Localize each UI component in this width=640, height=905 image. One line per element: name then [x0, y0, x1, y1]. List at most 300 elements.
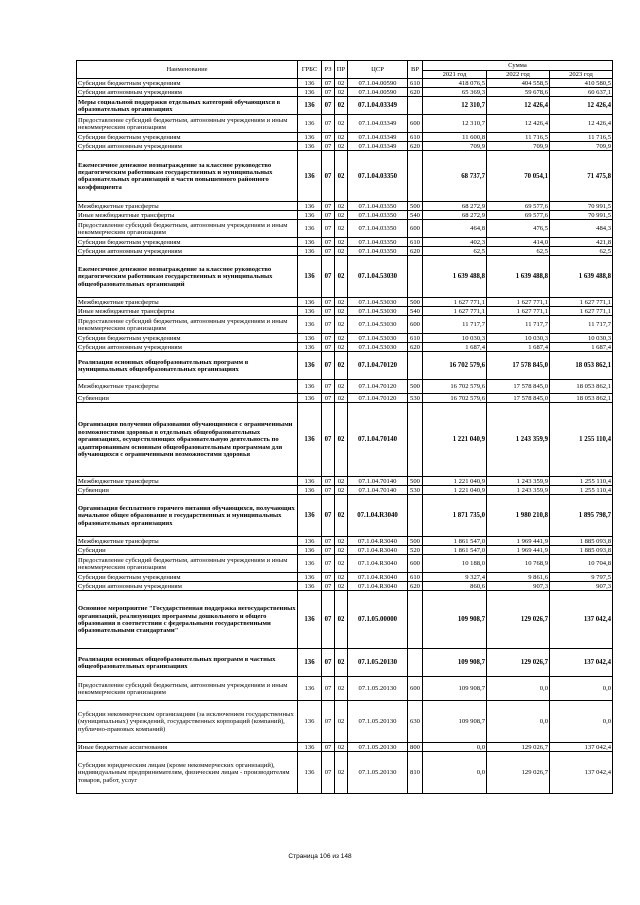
- row-value-2021: 0,0: [423, 743, 487, 752]
- row-csr: 07.1.04.R3040: [348, 582, 408, 591]
- row-value-2023: 9 797,5: [550, 573, 613, 582]
- row-value-2022: 1 627 771,1: [487, 298, 550, 307]
- row-grbs: 136: [298, 394, 322, 403]
- table-row: [77, 307, 613, 316]
- row-pr: 02: [335, 142, 348, 151]
- row-value-2023: 0,0: [550, 677, 613, 701]
- row-csr: 07.1.04.53030: [348, 316, 408, 334]
- row-value-2022: 0,0: [487, 677, 550, 701]
- row-vr: [408, 151, 423, 202]
- row-csr: 07.1.04.70140: [348, 477, 408, 486]
- table-row: [77, 495, 613, 537]
- row-name: Организация получения образования обучающимися с ограниченными возможностями здоровья в отдельных общеобразовательных организациях, осуществляющих образовательную деятельность по адаптированным основным общеобразовательным программам для обучающихся с ограниченными возможностями здоровья: [77, 403, 298, 477]
- row-value-2021: 11 717,7: [423, 316, 487, 334]
- row-rz: 07: [322, 677, 335, 701]
- row-value-2022: 10 768,9: [487, 555, 550, 573]
- row-value-2022: 11 716,5: [487, 133, 550, 142]
- row-rz: 07: [322, 298, 335, 307]
- row-name: Межбюджетные трансферты: [77, 380, 298, 394]
- row-grbs: 136: [298, 202, 322, 211]
- row-value-2021: 1 627 771,1: [423, 307, 487, 316]
- row-csr: 07.1.04.03349: [348, 142, 408, 151]
- row-value-2022: 129 026,7: [487, 743, 550, 752]
- row-csr: 07.1.04.03350: [348, 211, 408, 220]
- row-value-2023: 1 255 110,4: [550, 403, 613, 477]
- row-value-2023: 907,3: [550, 582, 613, 591]
- row-vr: 610: [408, 133, 423, 142]
- row-vr: 610: [408, 573, 423, 582]
- header-grbs: ГРБС: [298, 61, 322, 79]
- row-value-2022: 1 627 771,1: [487, 307, 550, 316]
- table-row: [77, 394, 613, 403]
- row-grbs: 136: [298, 343, 322, 352]
- table-row: [77, 486, 613, 495]
- row-value-2022: 1 980 210,8: [487, 495, 550, 537]
- row-rz: 07: [322, 394, 335, 403]
- row-name: Ежемесячное денежное вознаграждение за классное руководство педагогическим работникам государственных и муниципальных образовательных организаций в части повышенного районного коэффициента: [77, 151, 298, 202]
- table-row: [77, 743, 613, 752]
- row-csr: 07.1.04.00590: [348, 79, 408, 88]
- row-name: Предоставление субсидий бюджетным, автономным учреждениям и иным некоммерческим организациям: [77, 555, 298, 573]
- table-row: [77, 142, 613, 151]
- row-pr: 02: [335, 202, 348, 211]
- row-grbs: 136: [298, 495, 322, 537]
- row-csr: 07.1.04.R3040: [348, 573, 408, 582]
- row-value-2023: 62,5: [550, 247, 613, 256]
- row-value-2022: 129 026,7: [487, 752, 550, 794]
- row-pr: 02: [335, 573, 348, 582]
- row-vr: 620: [408, 247, 423, 256]
- row-csr: 07.1.04.03349: [348, 115, 408, 133]
- row-name: Субсидии автономным учреждениям: [77, 582, 298, 591]
- header-year-2021: 2021 год: [423, 71, 487, 79]
- table-row: [77, 477, 613, 486]
- row-csr: 07.1.04.53030: [348, 343, 408, 352]
- row-value-2022: 59 678,6: [487, 88, 550, 97]
- row-rz: 07: [322, 743, 335, 752]
- table-row: [77, 97, 613, 115]
- row-value-2023: 137 042,4: [550, 752, 613, 794]
- row-grbs: 136: [298, 486, 322, 495]
- row-value-2023: 1 895 798,7: [550, 495, 613, 537]
- row-value-2021: 860,6: [423, 582, 487, 591]
- row-vr: 620: [408, 343, 423, 352]
- row-rz: 07: [322, 343, 335, 352]
- row-rz: 07: [322, 477, 335, 486]
- row-value-2021: 1 627 771,1: [423, 298, 487, 307]
- row-value-2021: 65 369,3: [423, 88, 487, 97]
- row-pr: 02: [335, 307, 348, 316]
- row-name: Межбюджетные трансферты: [77, 298, 298, 307]
- row-pr: 02: [335, 752, 348, 794]
- row-grbs: 136: [298, 537, 322, 546]
- row-pr: 02: [335, 394, 348, 403]
- header-rz: РЗ: [322, 61, 335, 79]
- row-pr: 02: [335, 649, 348, 677]
- row-grbs: 136: [298, 403, 322, 477]
- row-pr: 02: [335, 97, 348, 115]
- row-value-2021: 109 908,7: [423, 701, 487, 743]
- table-row: [77, 211, 613, 220]
- row-value-2022: 70 054,1: [487, 151, 550, 202]
- row-value-2022: 0,0: [487, 701, 550, 743]
- header-csr: ЦСР: [348, 61, 408, 79]
- row-vr: [408, 495, 423, 537]
- row-vr: 600: [408, 677, 423, 701]
- row-vr: [408, 97, 423, 115]
- row-value-2023: 1 627 771,1: [550, 298, 613, 307]
- budget-table-container: [76, 60, 612, 794]
- row-pr: 02: [335, 298, 348, 307]
- row-vr: 610: [408, 79, 423, 88]
- row-value-2021: 109 908,7: [423, 677, 487, 701]
- table-row: [77, 298, 613, 307]
- row-grbs: 136: [298, 133, 322, 142]
- row-value-2022: 1 969 441,9: [487, 537, 550, 546]
- table-row: [77, 752, 613, 794]
- row-vr: 620: [408, 582, 423, 591]
- row-value-2023: 60 637,1: [550, 88, 613, 97]
- row-pr: 02: [335, 79, 348, 88]
- row-value-2021: 68 737,7: [423, 151, 487, 202]
- row-name: Субсидии бюджетным учреждениям: [77, 238, 298, 247]
- row-vr: 600: [408, 555, 423, 573]
- row-name: Предоставление субсидий бюджетным, автономным учреждениям и иным некоммерческим организациям: [77, 677, 298, 701]
- row-grbs: 136: [298, 115, 322, 133]
- row-pr: 02: [335, 115, 348, 133]
- row-vr: 800: [408, 743, 423, 752]
- row-grbs: 136: [298, 142, 322, 151]
- row-csr: 07.1.05.20130: [348, 677, 408, 701]
- row-name: Субсидии автономным учреждениям: [77, 142, 298, 151]
- row-value-2021: 1 687,4: [423, 343, 487, 352]
- row-value-2022: 404 558,5: [487, 79, 550, 88]
- table-row: [77, 133, 613, 142]
- row-grbs: 136: [298, 88, 322, 97]
- row-name: Меры социальной поддержки отдельных категорий обучающихся в образовательных организациях: [77, 97, 298, 115]
- row-value-2021: 16 702 579,6: [423, 352, 487, 380]
- table-row: [77, 79, 613, 88]
- table-row: [77, 151, 613, 202]
- row-value-2021: 402,3: [423, 238, 487, 247]
- row-rz: 07: [322, 88, 335, 97]
- row-name: Организация бесплатного горячего питания обучающихся, получающих начальное общее образование в государственных и муниципальных образовательных организациях: [77, 495, 298, 537]
- row-name: Межбюджетные трансферты: [77, 202, 298, 211]
- row-grbs: 136: [298, 546, 322, 555]
- row-vr: 500: [408, 202, 423, 211]
- table-row: [77, 591, 613, 649]
- row-pr: 02: [335, 582, 348, 591]
- row-value-2021: 16 702 579,6: [423, 394, 487, 403]
- row-value-2022: 17 578 845,0: [487, 394, 550, 403]
- row-grbs: 136: [298, 334, 322, 343]
- row-vr: 520: [408, 546, 423, 555]
- row-value-2022: 1 687,4: [487, 343, 550, 352]
- row-rz: 07: [322, 649, 335, 677]
- row-name: Иные межбюджетные трансферты: [77, 307, 298, 316]
- row-rz: 07: [322, 573, 335, 582]
- row-csr: 07.1.04.03349: [348, 133, 408, 142]
- row-name: Ежемесячное денежное вознаграждение за классное руководство педагогическим работникам государственных и муниципальных общеобразовательных организаций: [77, 256, 298, 298]
- row-value-2023: 10 030,3: [550, 334, 613, 343]
- row-csr: 07.1.05.20130: [348, 649, 408, 677]
- row-rz: 07: [322, 582, 335, 591]
- row-grbs: 136: [298, 151, 322, 202]
- row-grbs: 136: [298, 752, 322, 794]
- row-name: Иные бюджетные ассигнования: [77, 743, 298, 752]
- header-pr: ПР: [335, 61, 348, 79]
- row-grbs: 136: [298, 307, 322, 316]
- row-grbs: 136: [298, 573, 322, 582]
- row-value-2021: 1 221 040,9: [423, 486, 487, 495]
- row-value-2021: 709,9: [423, 142, 487, 151]
- row-value-2022: 12 426,4: [487, 97, 550, 115]
- row-csr: 07.1.04.70140: [348, 403, 408, 477]
- row-value-2023: 421,8: [550, 238, 613, 247]
- row-name: Межбюджетные трансферты: [77, 537, 298, 546]
- row-value-2023: 1 885 093,8: [550, 546, 613, 555]
- row-vr: 530: [408, 486, 423, 495]
- row-vr: 540: [408, 211, 423, 220]
- row-rz: 07: [322, 97, 335, 115]
- table-row: [77, 352, 613, 380]
- row-rz: 07: [322, 380, 335, 394]
- row-name: Межбюджетные трансферты: [77, 477, 298, 486]
- row-csr: 07.1.04.53030: [348, 298, 408, 307]
- row-value-2023: 12 426,4: [550, 115, 613, 133]
- row-vr: [408, 591, 423, 649]
- row-value-2023: 12 426,4: [550, 97, 613, 115]
- row-grbs: 136: [298, 649, 322, 677]
- row-grbs: 136: [298, 582, 322, 591]
- table-row: [77, 701, 613, 743]
- row-name: Основное мероприятие "Государственная поддержка негосударственных организаций, реализующих программы дошкольного и общего образования в соответствии с федеральными государственными образовательными стандартами": [77, 591, 298, 649]
- row-vr: 610: [408, 334, 423, 343]
- row-pr: 02: [335, 343, 348, 352]
- row-grbs: 136: [298, 211, 322, 220]
- row-csr: 07.1.04.70120: [348, 380, 408, 394]
- row-name: Субсидии бюджетным учреждениям: [77, 133, 298, 142]
- row-value-2021: 9 327,4: [423, 573, 487, 582]
- row-name: Субсидии автономным учреждениям: [77, 88, 298, 97]
- row-value-2022: 9 861,6: [487, 573, 550, 582]
- row-rz: 07: [322, 486, 335, 495]
- row-csr: 07.1.04.70120: [348, 352, 408, 380]
- row-rz: 07: [322, 202, 335, 211]
- row-name: Субсидии юридическим лицам (кроме некоммерческих организаций), индивидуальным предпринимателям, физическим лицам - производителям товаров, работ, услуг: [77, 752, 298, 794]
- row-rz: 07: [322, 316, 335, 334]
- row-value-2021: 464,8: [423, 220, 487, 238]
- row-vr: 600: [408, 316, 423, 334]
- row-vr: 500: [408, 537, 423, 546]
- row-name: Иные межбюджетные трансферты: [77, 211, 298, 220]
- row-pr: 02: [335, 555, 348, 573]
- row-name: Субсидии бюджетным учреждениям: [77, 334, 298, 343]
- row-grbs: 136: [298, 238, 322, 247]
- row-csr: 07.1.04.R3040: [348, 495, 408, 537]
- row-value-2023: 1 639 488,8: [550, 256, 613, 298]
- table-row: [77, 247, 613, 256]
- row-value-2023: 11 716,5: [550, 133, 613, 142]
- row-value-2022: 414,0: [487, 238, 550, 247]
- row-rz: 07: [322, 591, 335, 649]
- row-name: Субсидии автономным учреждениям: [77, 343, 298, 352]
- table-row: [77, 403, 613, 477]
- row-rz: 07: [322, 546, 335, 555]
- row-value-2022: 476,5: [487, 220, 550, 238]
- row-value-2023: 1 255 110,4: [550, 477, 613, 486]
- row-name: Субсидии: [77, 546, 298, 555]
- row-rz: 07: [322, 555, 335, 573]
- row-name: Реализация основных общеобразовательных программ в муниципальных общеобразовательных организациях: [77, 352, 298, 380]
- row-name: Предоставление субсидий бюджетным, автономным учреждениям и иным некоммерческим организациям: [77, 220, 298, 238]
- row-value-2023: 1 885 093,8: [550, 537, 613, 546]
- row-csr: 07.1.04.03350: [348, 247, 408, 256]
- row-vr: 630: [408, 701, 423, 743]
- row-vr: 620: [408, 88, 423, 97]
- row-vr: 600: [408, 220, 423, 238]
- table-row: [77, 115, 613, 133]
- row-pr: 02: [335, 247, 348, 256]
- row-value-2021: 12 310,7: [423, 115, 487, 133]
- row-value-2022: 1 969 441,9: [487, 546, 550, 555]
- row-csr: 07.1.05.20130: [348, 701, 408, 743]
- row-grbs: 136: [298, 256, 322, 298]
- row-grbs: 136: [298, 701, 322, 743]
- row-csr: 07.1.04.03350: [348, 238, 408, 247]
- row-rz: 07: [322, 403, 335, 477]
- row-value-2021: 1 861 547,0: [423, 537, 487, 546]
- row-value-2023: 18 053 862,1: [550, 394, 613, 403]
- row-value-2023: 410 580,5: [550, 79, 613, 88]
- row-value-2022: 10 030,3: [487, 334, 550, 343]
- row-value-2023: 70 991,5: [550, 211, 613, 220]
- row-csr: 07.1.04.R3040: [348, 555, 408, 573]
- row-csr: 07.1.04.00590: [348, 88, 408, 97]
- row-rz: 07: [322, 701, 335, 743]
- row-value-2022: 709,9: [487, 142, 550, 151]
- row-vr: [408, 352, 423, 380]
- row-vr: 500: [408, 380, 423, 394]
- row-rz: 07: [322, 352, 335, 380]
- table-row: [77, 555, 613, 573]
- row-value-2021: 1 639 488,8: [423, 256, 487, 298]
- row-vr: 540: [408, 307, 423, 316]
- header-vr: ВР: [408, 61, 423, 79]
- row-value-2022: 62,5: [487, 247, 550, 256]
- row-pr: 02: [335, 677, 348, 701]
- row-rz: 07: [322, 537, 335, 546]
- row-rz: 07: [322, 151, 335, 202]
- row-value-2023: 137 042,4: [550, 591, 613, 649]
- row-rz: 07: [322, 752, 335, 794]
- row-pr: 02: [335, 238, 348, 247]
- row-csr: 07.1.04.70120: [348, 394, 408, 403]
- row-grbs: 136: [298, 97, 322, 115]
- row-csr: 07.1.05.00000: [348, 591, 408, 649]
- row-pr: 02: [335, 256, 348, 298]
- row-value-2021: 68 272,9: [423, 211, 487, 220]
- row-value-2023: 484,3: [550, 220, 613, 238]
- table-row: [77, 256, 613, 298]
- row-value-2023: 0,0: [550, 701, 613, 743]
- row-value-2023: 1 627 771,1: [550, 307, 613, 316]
- row-value-2022: 1 243 359,9: [487, 403, 550, 477]
- row-value-2022: 69 577,6: [487, 211, 550, 220]
- row-grbs: 136: [298, 677, 322, 701]
- row-name: Субвенции: [77, 394, 298, 403]
- row-csr: 07.1.04.53030: [348, 256, 408, 298]
- row-pr: 02: [335, 334, 348, 343]
- row-csr: 07.1.04.03350: [348, 202, 408, 211]
- row-csr: 07.1.05.20130: [348, 752, 408, 794]
- row-value-2023: 71 475,8: [550, 151, 613, 202]
- row-vr: 620: [408, 142, 423, 151]
- row-vr: 500: [408, 298, 423, 307]
- row-value-2022: 11 717,7: [487, 316, 550, 334]
- row-pr: 02: [335, 133, 348, 142]
- row-grbs: 136: [298, 220, 322, 238]
- table-row: [77, 537, 613, 546]
- table-row: [77, 88, 613, 97]
- row-value-2021: 1 221 040,9: [423, 403, 487, 477]
- row-rz: 07: [322, 133, 335, 142]
- row-pr: 02: [335, 352, 348, 380]
- row-name: Субсидии бюджетным учреждениям: [77, 573, 298, 582]
- row-pr: 02: [335, 486, 348, 495]
- header-year-2023: 2023 год: [550, 71, 613, 79]
- row-value-2022: 907,3: [487, 582, 550, 591]
- row-value-2021: 109 908,7: [423, 591, 487, 649]
- row-value-2021: 10 030,3: [423, 334, 487, 343]
- table-row: [77, 649, 613, 677]
- row-grbs: 136: [298, 477, 322, 486]
- budget-table: [76, 60, 613, 794]
- row-csr: 07.1.04.53030: [348, 334, 408, 343]
- row-rz: 07: [322, 220, 335, 238]
- row-rz: 07: [322, 495, 335, 537]
- row-value-2021: 68 272,9: [423, 202, 487, 211]
- row-grbs: 136: [298, 380, 322, 394]
- row-vr: 810: [408, 752, 423, 794]
- row-value-2022: 129 026,7: [487, 649, 550, 677]
- header-sum: Сумма: [423, 61, 613, 71]
- row-vr: 610: [408, 238, 423, 247]
- row-value-2023: 709,9: [550, 142, 613, 151]
- row-value-2023: 11 717,7: [550, 316, 613, 334]
- row-name: Субсидии некоммерческим организациям (за исключением государственных (муниципальных) учреждений, государственных корпораций (компаний), публично-правовых компаний): [77, 701, 298, 743]
- row-pr: 02: [335, 743, 348, 752]
- table-row: [77, 380, 613, 394]
- row-value-2022: 17 578 845,0: [487, 380, 550, 394]
- table-row: [77, 334, 613, 343]
- row-value-2023: 1 687,4: [550, 343, 613, 352]
- table-row: [77, 677, 613, 701]
- table-body: [77, 79, 613, 794]
- row-value-2022: 69 577,6: [487, 202, 550, 211]
- row-csr: 07.1.04.70140: [348, 486, 408, 495]
- row-name: Субвенции: [77, 486, 298, 495]
- table-row: [77, 546, 613, 555]
- row-csr: 07.1.04.R3040: [348, 546, 408, 555]
- row-rz: 07: [322, 256, 335, 298]
- row-pr: 02: [335, 220, 348, 238]
- row-pr: 02: [335, 151, 348, 202]
- row-value-2021: 12 310,7: [423, 97, 487, 115]
- row-pr: 02: [335, 477, 348, 486]
- row-value-2022: 12 426,4: [487, 115, 550, 133]
- row-value-2023: 70 991,5: [550, 202, 613, 211]
